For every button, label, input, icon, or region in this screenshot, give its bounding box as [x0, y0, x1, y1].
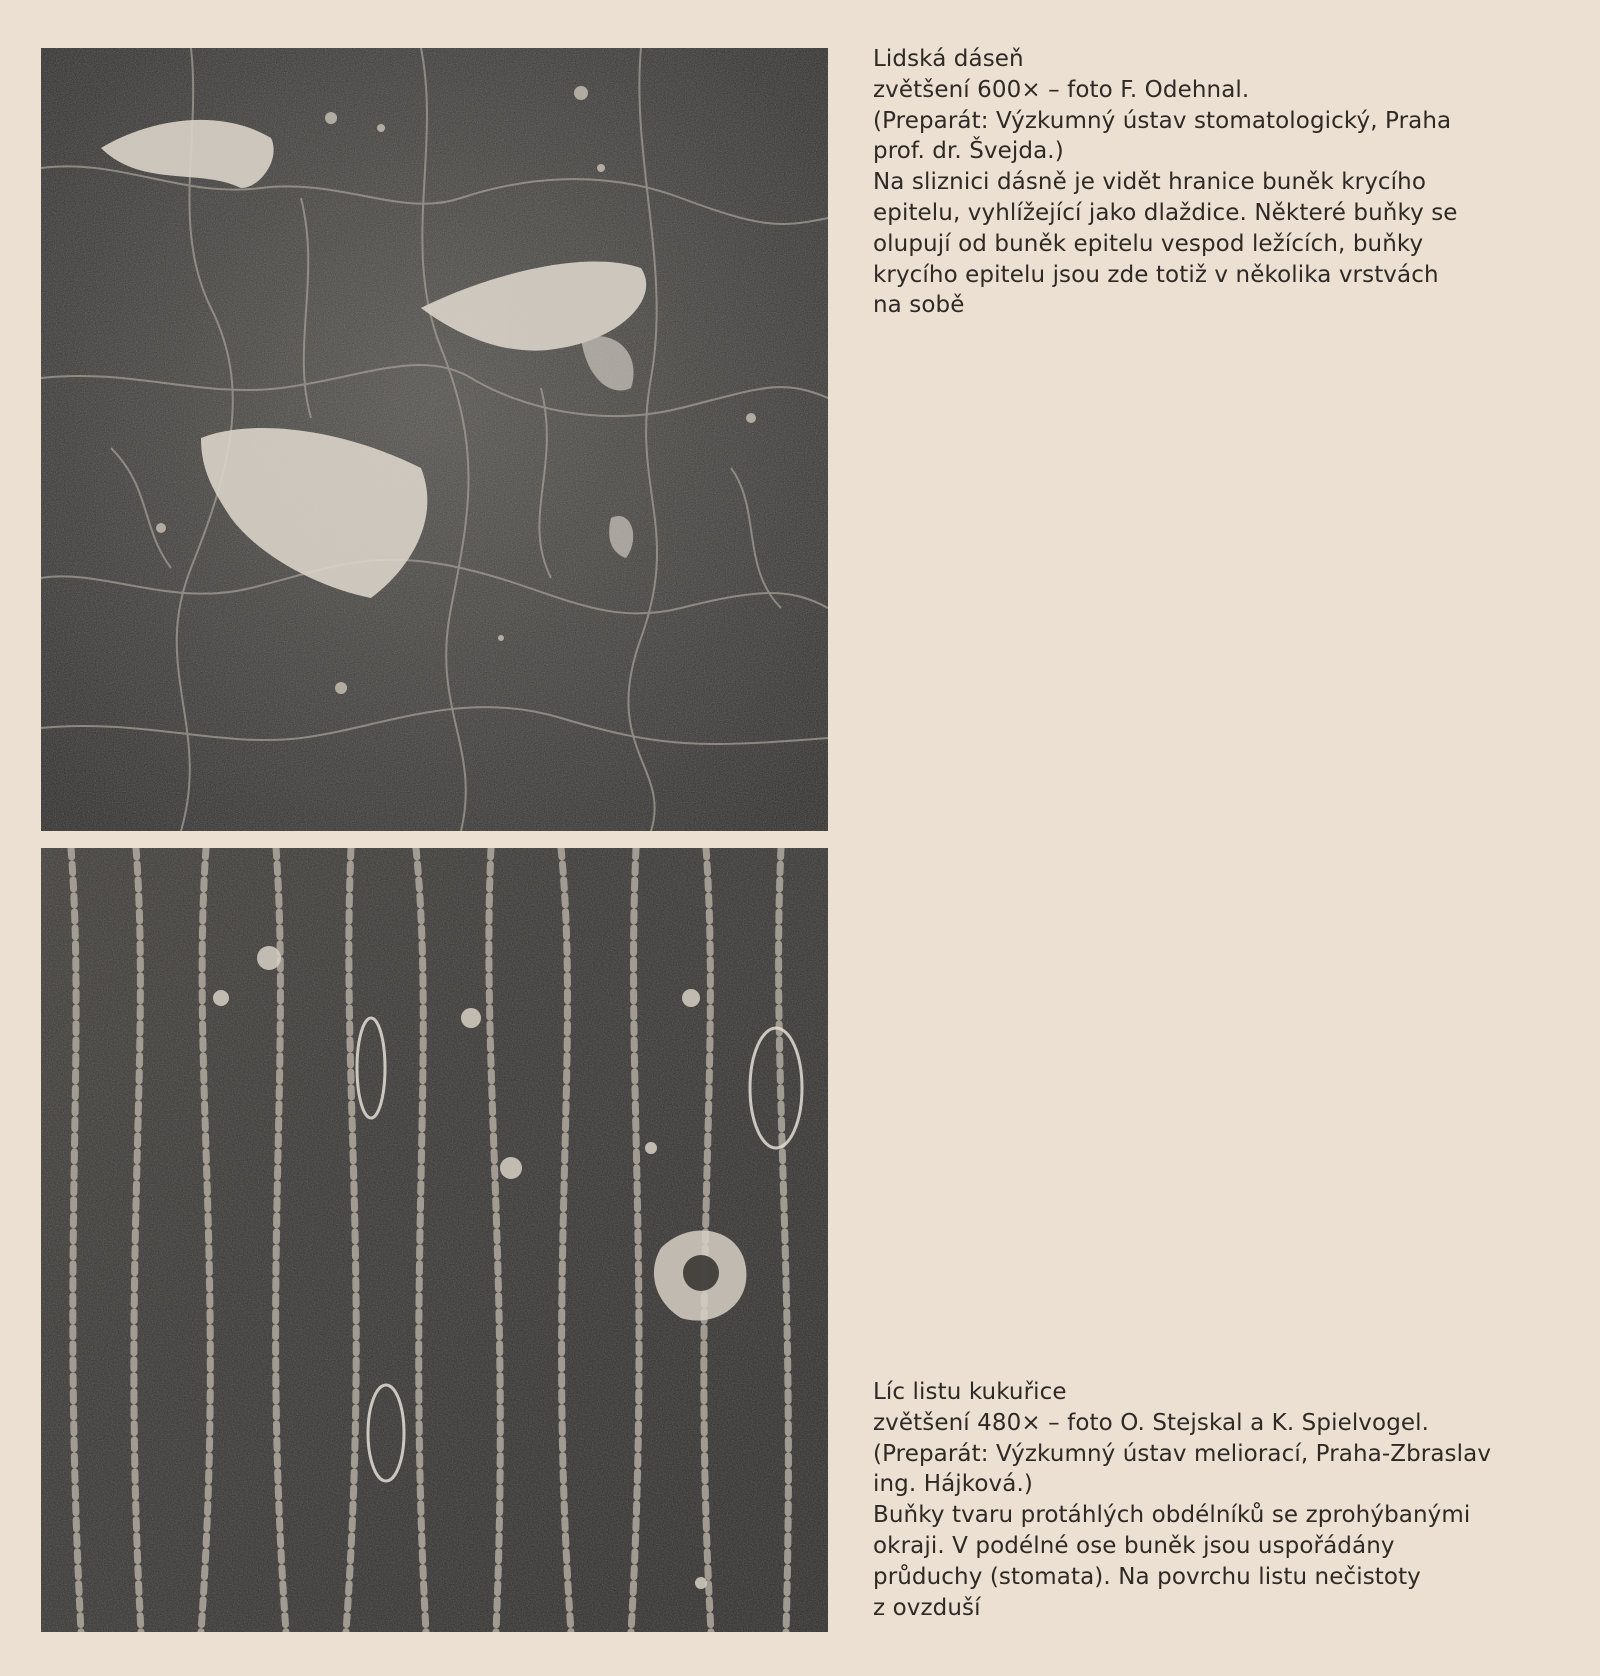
gum-caption-specimen-line-1: (Preparát: Výzkumný ústav stomatologický, Praha: [873, 107, 1452, 134]
leaf-caption-specimen-line-1: (Preparát: Výzkumný ústav meliorací, Praha-Zbraslav: [873, 1440, 1492, 1467]
leaf-micrograph: [41, 848, 828, 1632]
gum-caption-description-line-4: krycího epitelu jsou zde totiž v několika vrstvách: [873, 261, 1439, 288]
gum-caption-title: Lidská dáseň: [873, 46, 1024, 72]
gum-caption-description-line-3: olupují od buněk epitelu vespod ležících, buňky: [873, 230, 1424, 257]
gum-caption-description-line-1: Na sliznici dásně je vidět hranice buněk krycího: [873, 169, 1427, 196]
leaf-caption-description-line-4: z ovzduší: [873, 1594, 981, 1621]
leaf-caption-magnification: zvětšení 480× – foto O. Stejskal a K. Spielvogel.: [873, 1409, 1430, 1436]
leaf-micrograph-image: [41, 848, 828, 1632]
gum-caption-magnification: zvětšení 600× – foto F. Odehnal.: [873, 76, 1250, 103]
leaf-caption-specimen-line-2: ing. Hájková.): [873, 1471, 1033, 1498]
leaf-caption-description-line-2: okraji. V podélné ose buněk jsou uspořádány: [873, 1532, 1395, 1559]
gum-caption: [873, 44, 1458, 321]
gum-micrograph: [41, 48, 828, 831]
leaf-caption-description-line-1: Buňky tvaru protáhlých obdélníků se zprohýbanými: [873, 1502, 1471, 1529]
gum-caption-description-line-2: epitelu, vyhlížející jako dlaždice. Některé buňky se: [873, 199, 1458, 226]
leaf-caption: [873, 1377, 1491, 1623]
gum-caption-specimen-line-2: prof. dr. Švejda.): [873, 138, 1064, 165]
gum-micrograph-image: [41, 48, 828, 831]
leaf-caption-description-line-3: průduchy (stomata). Na povrchu listu nečistoty: [873, 1563, 1421, 1590]
gum-caption-description-line-5: na sobě: [873, 292, 965, 319]
leaf-caption-title: Líc listu kukuřice: [873, 1379, 1067, 1405]
